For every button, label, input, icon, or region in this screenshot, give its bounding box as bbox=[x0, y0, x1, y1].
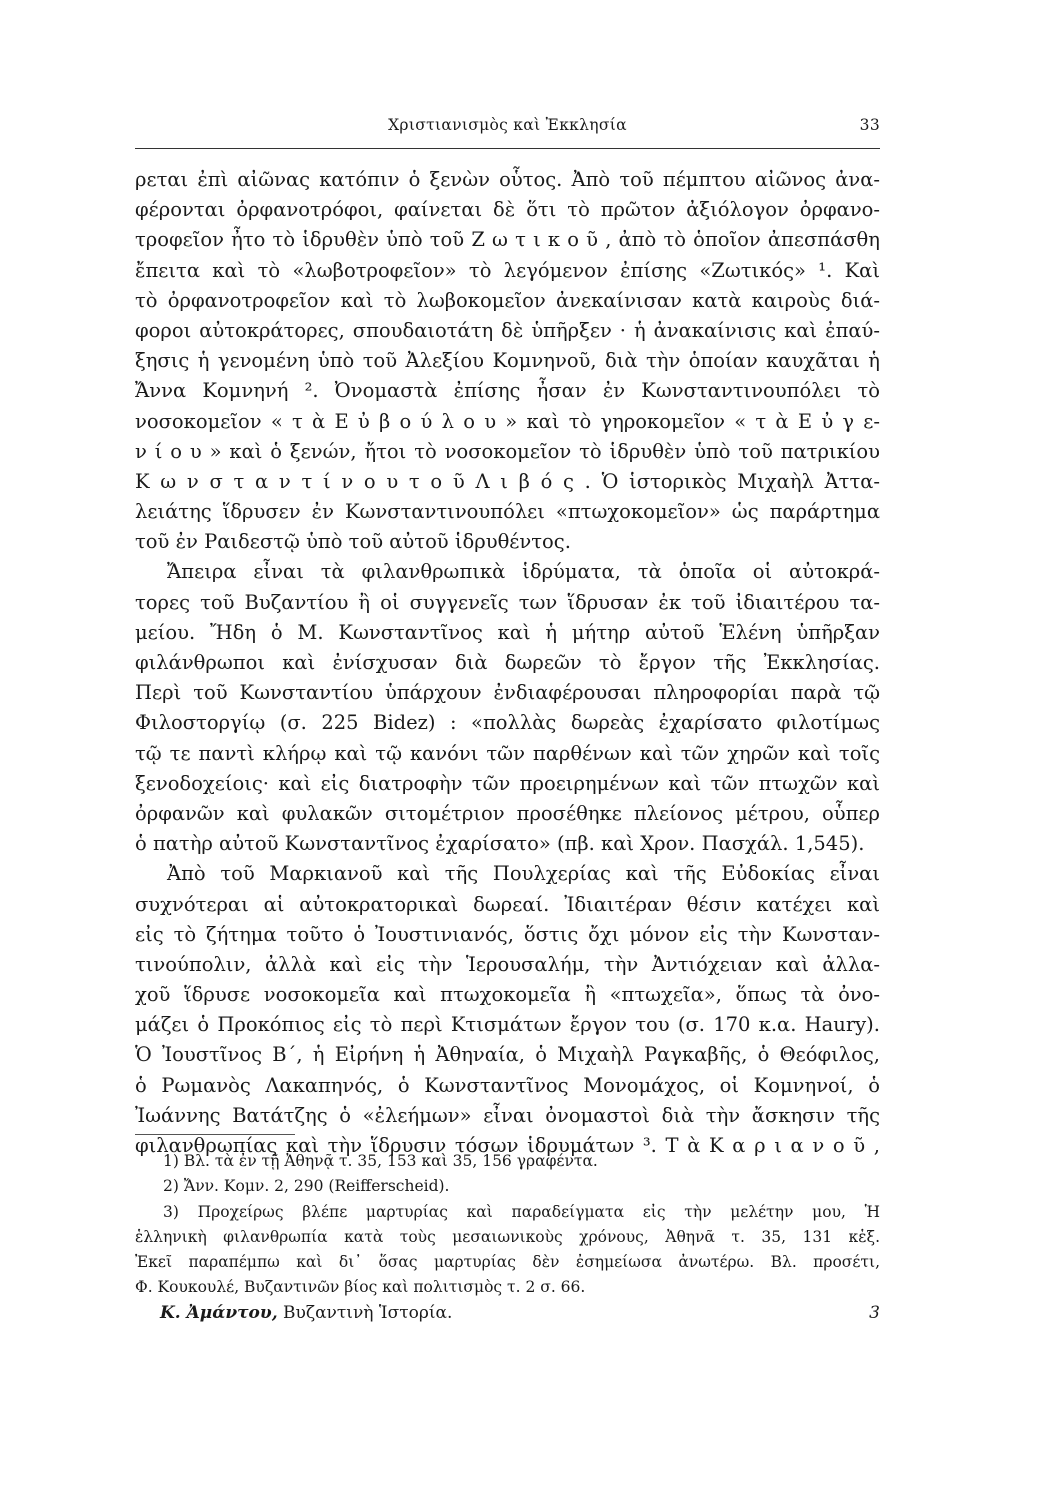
text-line: Ἄννα Κομνηνή ². Ὀνομαστὰ ἐπίσης ἦσαν ἐν Κωνσταντινουπόλει τὸ bbox=[135, 379, 880, 403]
text-line: ξενοδοχείοις· καὶ εἰς διατροφὴν τῶν προειρημένων καὶ τῶν πτωχῶν καὶ bbox=[135, 771, 880, 795]
text-line: τινούπολιν, ἀλλὰ καὶ εἰς τὴν Ἱερουσαλήμ, τὴν Ἀντιόχειαν καὶ ἀλλα- bbox=[135, 952, 880, 976]
text-line: ὁ πατὴρ αὐτοῦ Κωνσταντῖνος ἐχαρίσατο» (πβ. καὶ Χρον. Πασχάλ. 1,545). bbox=[135, 832, 865, 856]
page-number: 33 bbox=[859, 116, 880, 134]
footnotes bbox=[135, 1149, 880, 1301]
text-line: ὀρφανῶν καὶ φυλακῶν σιτομέτριον προσέθηκε πλείονος μέτρου, οὗπερ bbox=[135, 801, 880, 825]
author-name: Κ. Ἀμάντου, bbox=[160, 1303, 278, 1323]
footnote-rule bbox=[135, 1134, 295, 1135]
text-line: τῷ τε παντὶ κλήρῳ καὶ τῷ κανόνι τῶν παρθένων καὶ τῶν χηρῶν καὶ τοῖς bbox=[135, 741, 880, 765]
text-line: Ἀπὸ τοῦ Μαρκιανοῦ καὶ τῆς Πουλχερίας καὶ τῆς Εὐδοκίας εἶναι bbox=[167, 862, 880, 886]
footnote-3-continued: Ἐκεῖ παραπέμπω καὶ δι᾿ ὅσας μαρτυρίας δὲν ἐσημείωσα ἀνωτέρω. Βλ. προσέτι, bbox=[135, 1253, 880, 1272]
footnote-3-continued: ἑλληνικὴ φιλανθρωπία κατὰ τοὺς μεσαιωνικοὺς χρόνους, Ἀθηνᾶ τ. 35, 131 κἑξ. bbox=[135, 1227, 880, 1246]
text-line: συχνότεραι αἱ αὐτοκρατορικαὶ δωρεαί. Ἰδιαιτέραν θέσιν κατέχει καὶ bbox=[135, 892, 880, 916]
text-line: μάζει ὁ Προκόπιος εἰς τὸ περὶ Κτισμάτων ἔργον του (σ. 170 κ.α. Haury). bbox=[135, 1013, 880, 1037]
footnote-3: 3) Προχείρως βλέπε μαρτυρίας καὶ παραδείγματα εἰς τὴν μελέτην μου, Ἡ bbox=[163, 1202, 880, 1221]
body-text bbox=[135, 165, 880, 1161]
header-rule bbox=[135, 148, 880, 149]
text-line: τορες τοῦ Βυζαντίου ἢ οἱ συγγενεῖς των ἵδρυσαν ἐκ τοῦ ἰδιαιτέρου τα- bbox=[135, 590, 880, 614]
text-line: τροφεῖον ἦτο τὸ ἱδρυθὲν ὑπὸ τοῦ Ζ ω τ ι κ ο ῦ , ἀπὸ τὸ ὁποῖον ἀπεσπάσθη bbox=[135, 228, 880, 252]
text-line: ν ί ο υ » καὶ ὁ ξενών, ἤτοι τὸ νοσοκομεῖον τὸ ἱδρυθὲν ὑπὸ τοῦ πατρικίου bbox=[135, 439, 880, 463]
text-line: Ἰωάννης Βατάτζης ὁ «ἐλεήμων» εἶναι ὀνομαστοὶ διὰ τὴν ἄσκησιν τῆς bbox=[135, 1103, 880, 1127]
footnote-3-continued: Φ. Κουκουλέ, Βυζαντινῶν βίος καὶ πολιτισμὸς τ. 2 σ. 66. bbox=[135, 1278, 586, 1297]
text-line: φιλανθρωπίας καὶ τὴν ἵδρυσιν τόσων ἱδρυμάτων ³. Τ ὰ Κ α ρ ι α ν ο ῦ , bbox=[135, 1134, 880, 1157]
footnote-1: 1) Βλ. τὰ ἐν τῇ Ἀθηνᾷ τ. 35, 153 καὶ 35, 156 γραφέντα. bbox=[163, 1152, 598, 1170]
text-line: ἔπειτα καὶ τὸ «λωβοτροφεῖον» τὸ λεγόμενον ἐπίσης «Ζωτικός» ¹. Καὶ bbox=[135, 258, 880, 282]
signature-line bbox=[160, 1303, 880, 1323]
text-line: Περὶ τοῦ Κωνσταντίου ὑπάρχουν ἐνδιαφέρουσαι πληροφορίαι παρὰ τῷ bbox=[135, 681, 880, 705]
text-line: λειάτης ἵδρυσεν ἐν Κωνσταντινουπόλει «πτωχοκομεῖον» ὡς παράρτημα bbox=[135, 500, 880, 524]
text-line: ὁ Ρωμανὸς Λακαπηνός, ὁ Κωνσταντῖνος Μονομάχος, οἱ Κομνηνοί, ὁ bbox=[135, 1073, 880, 1097]
text-line: φοροι αὐτοκράτορες, σπουδαιοτάτη δὲ ὑπῆρξεν · ἡ ἀνακαίνισις καὶ ἐπαύ- bbox=[135, 318, 880, 342]
text-line: ξησις ἡ γενομένη ὑπὸ τοῦ Ἀλεξίου Κομνηνοῦ, διὰ τὴν ὁποίαν καυχᾶται ἡ bbox=[135, 349, 880, 373]
text-line: Ἄπειρα εἶναι τὰ φιλανθρωπικὰ ἱδρύματα, τὰ ὁποῖα οἱ αὐτοκρά- bbox=[167, 560, 880, 584]
text-line: μείου. Ἤδη ὁ Μ. Κωνσταντῖνος καὶ ἡ μήτηρ αὐτοῦ Ἑλένη ὑπῆρξαν bbox=[135, 620, 880, 644]
text-line: φιλάνθρωποι καὶ ἐνίσχυσαν διὰ δωρεῶν τὸ ἔργον τῆς Ἐκκλησίας. bbox=[135, 651, 880, 674]
text-line: ρεται ἐπὶ αἰῶνας κατόπιν ὁ ξενὼν οὗτος. Ἀπὸ τοῦ πέμπτου αἰῶνος ἀνα- bbox=[135, 168, 880, 191]
footnote-2: 2) Ἄνν. Κομν. 2, 290 (Reifferscheid). bbox=[163, 1177, 450, 1196]
work-title: Βυζαντινὴ Ἱστορία. bbox=[283, 1303, 453, 1323]
text-line: τοῦ ἐν Ραιδεστῷ ὑπὸ τοῦ αὐτοῦ ἱδρυθέντος. bbox=[135, 530, 571, 554]
text-line: εἰς τὸ ζήτημα τοῦτο ὁ Ἰουστινιανός, ὅστις ὄχι μόνον εἰς τὴν Κωνσταν- bbox=[135, 922, 880, 946]
text-line: Ὁ Ἰουστῖνος Β΄, ἡ Εἰρήνη ἡ Ἀθηναία, ὁ Μιχαὴλ Ραγκαβῆς, ὁ Θεόφιλος, bbox=[135, 1043, 880, 1067]
text-line: νοσοκομεῖον « τ ὰ Ε ὐ β ο ύ λ ο υ » καὶ τὸ γηροκομεῖον « τ ὰ Ε ὐ γ ε- bbox=[135, 409, 880, 433]
text-line: φέρονται ὀρφανοτρόφοι, φαίνεται δὲ ὅτι τὸ πρῶτον ἀξιόλογον ὀρφανο- bbox=[135, 198, 880, 222]
sheet-mark: 3 bbox=[869, 1303, 880, 1323]
text-line: Κ ω ν σ τ α ν τ ί ν ο υ τ ο ῦ Λ ι β ό ς . Ὁ ἱστορικὸς Μιχαὴλ Ἀττα- bbox=[135, 469, 880, 493]
text-line: Φιλοστοργίῳ (σ. 225 Bidez) : «πολλὰς δωρεὰς ἐχαρίσατο φιλοτίμως bbox=[135, 711, 880, 735]
text-line: χοῦ ἵδρυσε νοσοκομεῖα καὶ πτωχοκομεῖα ἢ «πτωχεῖα», ὅπως τὰ ὀνο- bbox=[135, 983, 880, 1007]
text-line: τὸ ὀρφανοτροφεῖον καὶ τὸ λωβοκομεῖον ἀνεκαίνισαν κατὰ καιροὺς διά- bbox=[135, 288, 880, 312]
running-title: Χριστιανισμὸς καὶ Ἐκκλησία bbox=[388, 116, 627, 134]
